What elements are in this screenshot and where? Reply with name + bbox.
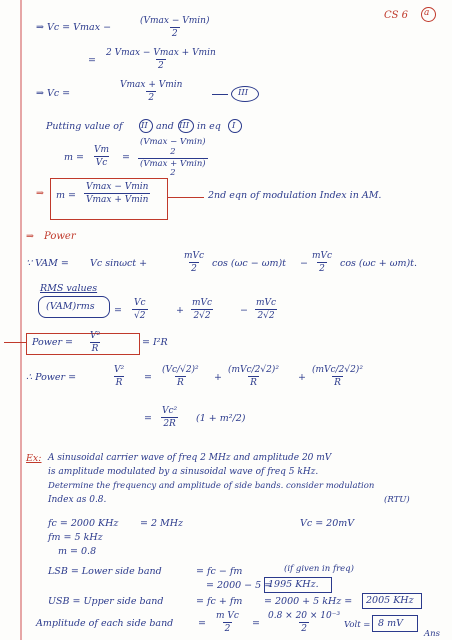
pf-fraction: $\frac{\text{V²}}{R}$: [90, 331, 101, 354]
power-formula-arrow: [4, 342, 26, 343]
power-heading: Power: [44, 231, 76, 242]
in-eq-text: in eq: [197, 121, 221, 132]
vam-fraction-2: mVc 2: [312, 251, 333, 274]
amp-equals: =: [198, 618, 206, 629]
fc-mhz: = 2 MHz: [140, 518, 184, 529]
p2-fraction-2: (mVc/2√2)² R: [228, 365, 279, 388]
m-lhs: m =: [64, 152, 84, 163]
rms-fraction-1: $\frac{Vc}{√2}$: [134, 298, 146, 321]
rms-fraction-3: mVc 2√2: [256, 298, 277, 321]
p2-fraction-3: (mVc/2√2)² R: [312, 365, 363, 388]
m-fraction-1: $\frac{Vm}{Vc}$: [94, 145, 110, 168]
pf-rhs: = I²R: [142, 337, 168, 348]
power-arrow: ⇒: [26, 231, 34, 242]
rtu-tag: (RTU): [384, 495, 410, 505]
usb-label: USB = Upper side band: [48, 596, 164, 607]
vam-term2: cos (ωc − ωm)t: [212, 258, 286, 269]
example-line-4: Index as 0.8.: [48, 495, 107, 505]
vam-lhs: ∵ VAM =: [26, 258, 69, 269]
boxed-fraction: Vmax − Vmin Vmax + Vmin: [86, 182, 149, 205]
usb-eq: = fc + fm: [196, 596, 243, 607]
p3-fraction: $\frac{\text{Vc²}}{2R}$: [162, 406, 178, 429]
pf-lhs: Power =: [32, 337, 74, 348]
rms-plus: +: [176, 305, 184, 316]
p3-equals: =: [144, 413, 152, 424]
m-fraction-2: (Vmax − Vmin) 2 (Vmax + Vmin) 2: [140, 137, 206, 178]
fm-value: fm = 5 kHz: [48, 532, 103, 543]
eq1-lhs: ⇒ Vc = Vmax −: [36, 22, 112, 33]
boxed-arrow: ⇒: [36, 188, 44, 199]
rms-heading: RMS values: [40, 283, 98, 294]
margin-line: [20, 0, 22, 640]
ans-label: Ans: [424, 629, 440, 639]
lsb-answer: 1995 KHz.: [268, 579, 319, 590]
note-arrow: [168, 197, 204, 198]
ref-ii: II: [141, 121, 148, 131]
putting-text: Putting value of: [46, 121, 123, 132]
p2-plus-1: +: [214, 372, 222, 383]
rms-equals: =: [114, 305, 122, 316]
example-label: Ex:: [26, 453, 42, 464]
lsb-note: (if given in freq): [284, 564, 354, 574]
eq3-fraction: Vmax + Vmin 2: [120, 80, 183, 103]
page-circle-letter: a: [424, 8, 430, 18]
rms-minus: −: [240, 305, 248, 316]
lsb-label: LSB = Lower side band: [48, 566, 162, 577]
p2-plus-2: +: [298, 372, 306, 383]
amp-volt: Volt =: [344, 620, 371, 630]
lsb-eq: = fc − fm: [196, 566, 243, 577]
page-id: CS 6: [384, 10, 409, 21]
vam-minus: −: [300, 258, 308, 269]
example-line-3: Determine the frequency and amplitude of side bands. consider modulation: [48, 481, 375, 491]
rms-lhs: (VAM)rms: [46, 301, 95, 312]
modulation-note: 2nd eqn of modulation Index in AM.: [208, 190, 382, 201]
amp-answer: 8 mV: [378, 618, 403, 629]
p2-lhs: ∴ Power =: [26, 372, 77, 383]
p2-equals: =: [144, 372, 152, 383]
vc-value: Vc = 20mV: [300, 518, 355, 529]
and-text: and: [156, 121, 174, 132]
p3-tail: (1 + m²/2): [196, 413, 246, 424]
usb-answer: 2005 KHz: [366, 595, 414, 606]
amp-fraction-2: $\frac{\text{0.8 × 20 × 10⁻³}}{2}$: [268, 611, 341, 634]
boxed-lhs: m =: [56, 190, 76, 201]
eq1-fraction: (Vmax − Vmin) 2: [140, 16, 210, 39]
ref-iii: III: [179, 121, 190, 131]
eq3-arrow-line: [212, 94, 228, 95]
vam-fraction-1: mVc 2: [184, 251, 205, 274]
amp-label: Amplitude of each side band: [36, 618, 174, 629]
example-line-2: is amplitude modulated by a sinusoidal wave of freq 5 kHz.: [48, 467, 319, 477]
rms-fraction-2: mVc 2√2: [192, 298, 213, 321]
eq2-equals: =: [88, 55, 96, 66]
lsb-calc: = 2000 − 5 =: [206, 580, 273, 591]
m-value: m = 0.8: [58, 546, 97, 557]
vam-term1: Vc sinωct +: [90, 258, 148, 269]
eq2-fraction: 2 Vmax − Vmax + Vmin 2: [106, 48, 216, 71]
eq3-lhs: ⇒ Vc =: [36, 88, 71, 99]
ref-i: I: [232, 121, 236, 131]
amp-equals-2: =: [252, 618, 260, 629]
m-equals: =: [122, 152, 130, 163]
p2-fraction: $\frac{\text{V²}}{R}$: [114, 365, 125, 388]
usb-calc: = 2000 + 5 kHz =: [264, 596, 353, 607]
amp-fraction-1: $\frac{\text{m Vc}}{2}$: [216, 611, 239, 634]
eq3-tag: III: [238, 88, 249, 98]
example-line-1: A sinusoidal carrier wave of freq 2 MHz and amplitude 20 mV: [48, 453, 332, 463]
fc-value: fc = 2000 KHz: [48, 518, 119, 529]
vam-term3: cos (ωc + ωm)t.: [340, 258, 418, 269]
p2-fraction-1: $\frac{\text{(Vc/√2)²}}{R}$: [162, 365, 199, 388]
